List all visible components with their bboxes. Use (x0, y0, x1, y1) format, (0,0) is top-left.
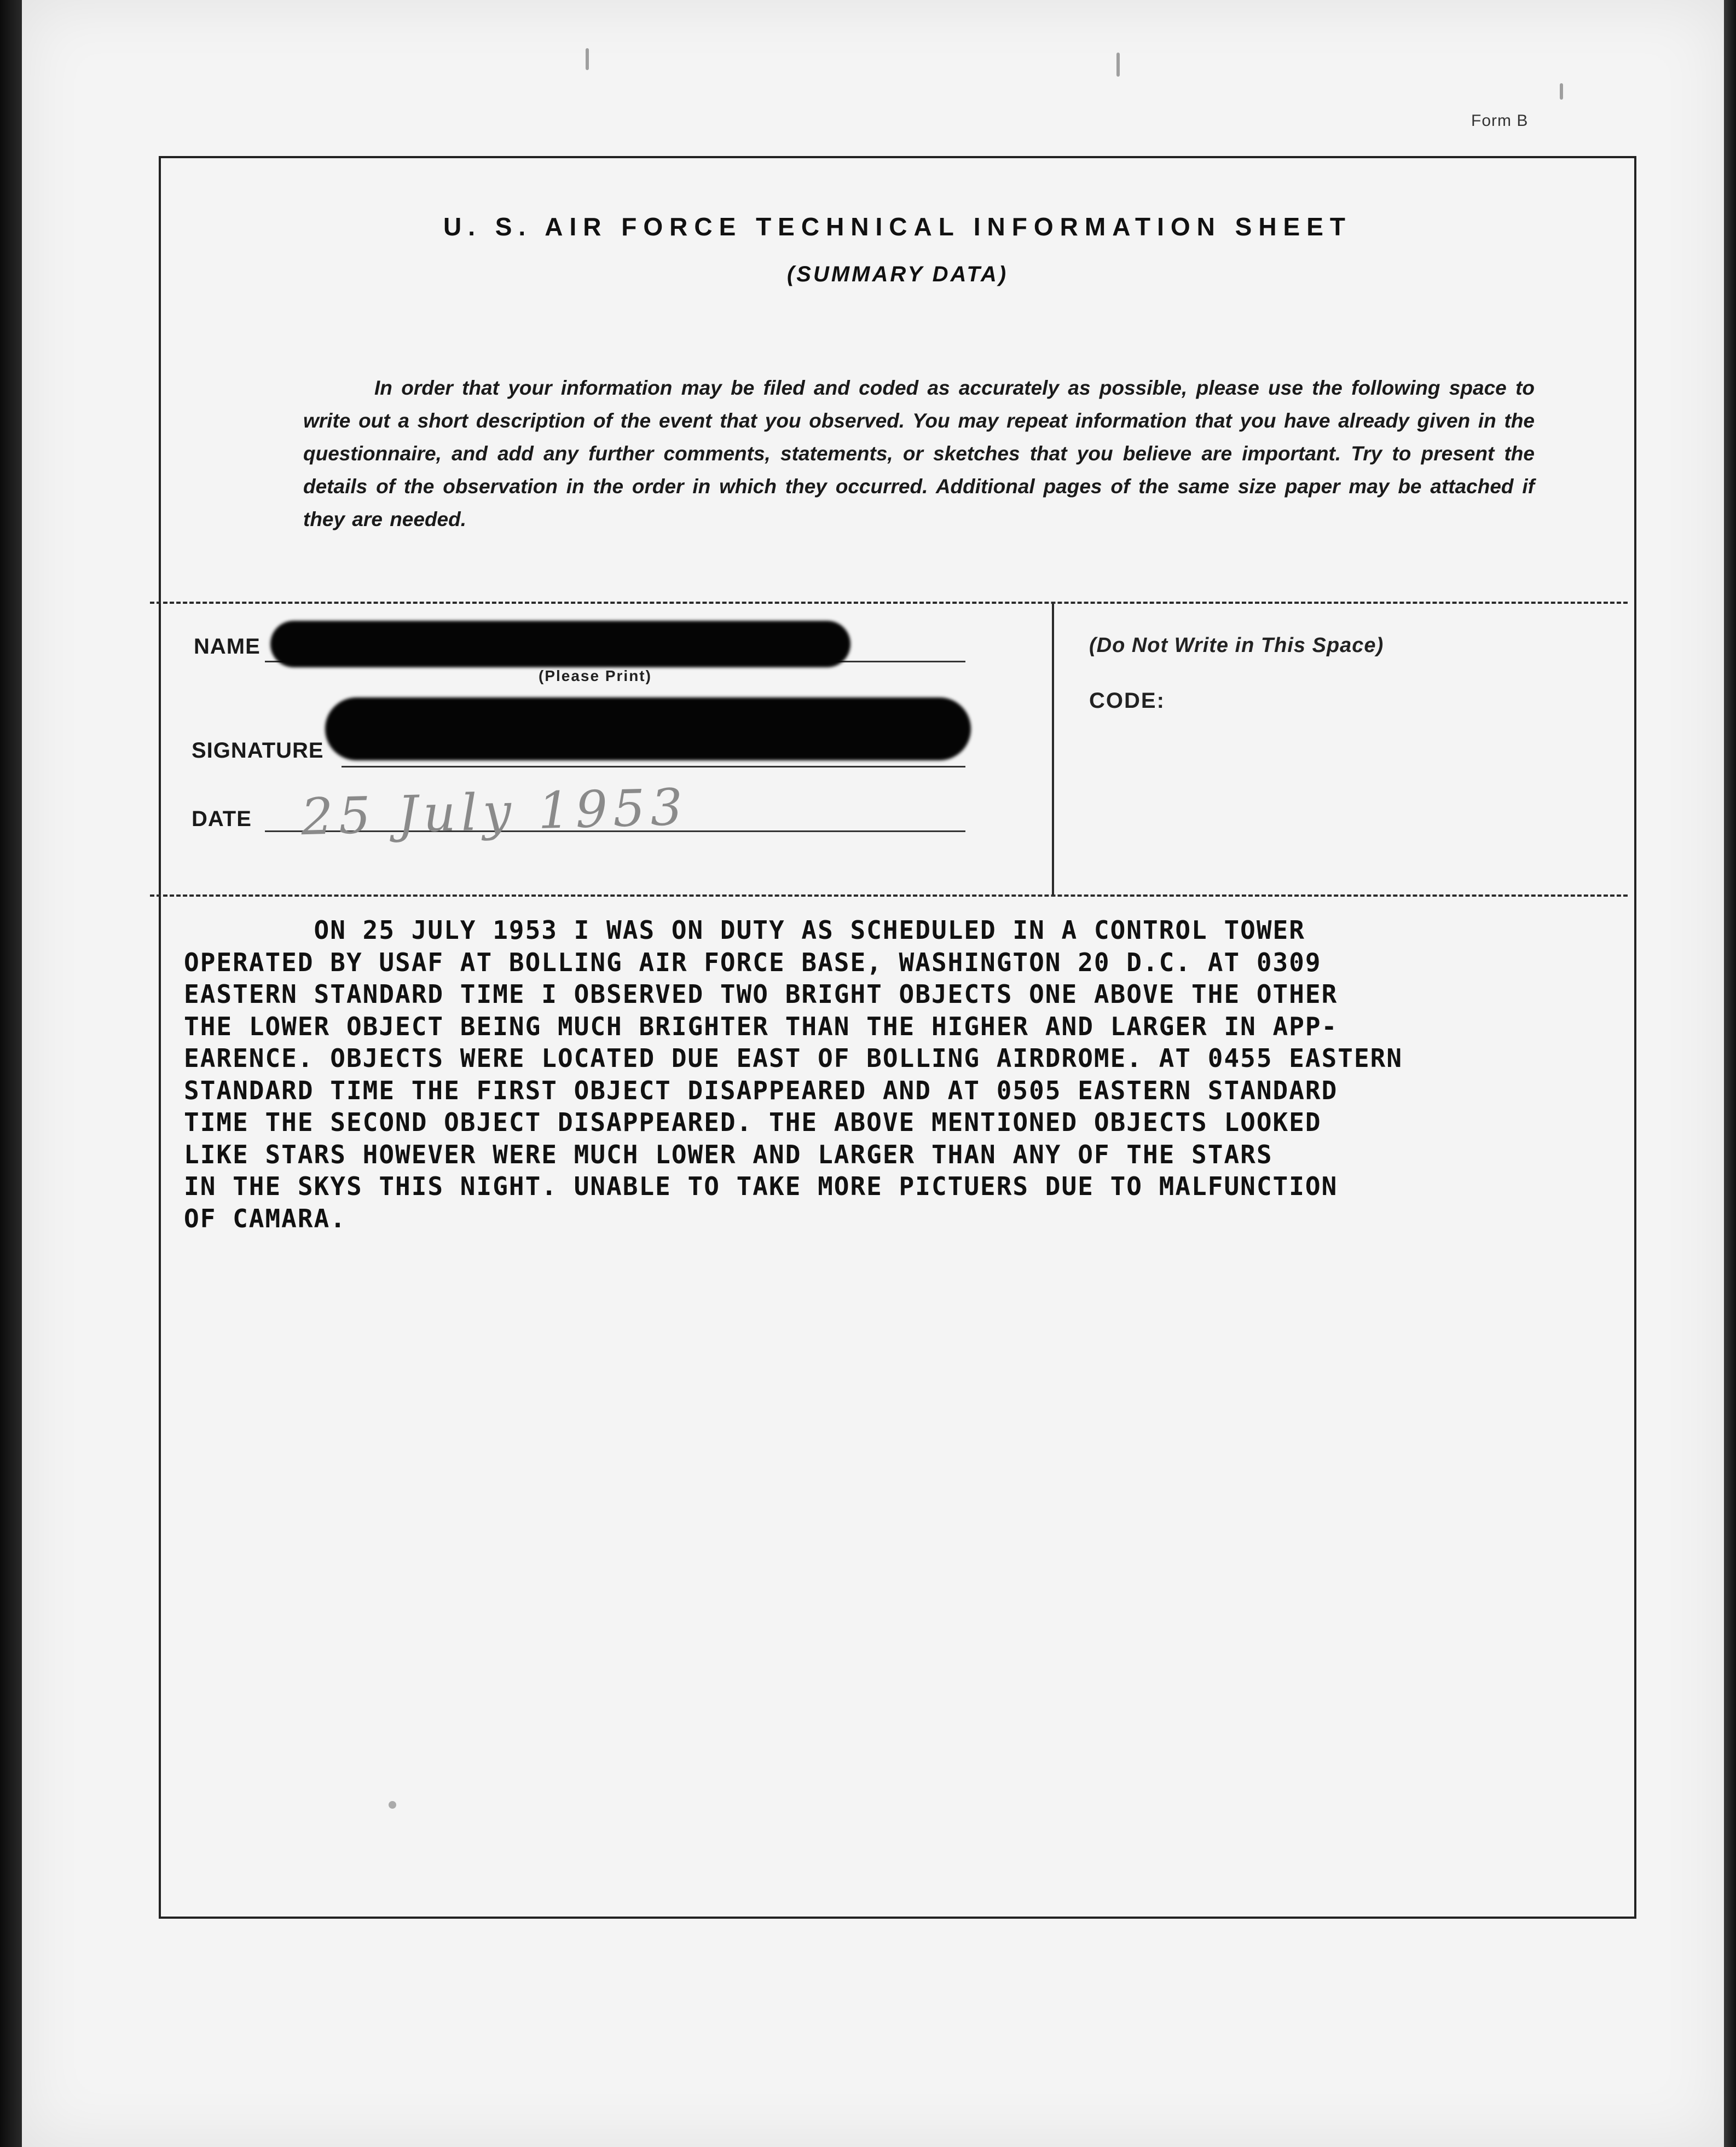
narrative-line: EASTERN STANDARD TIME I OBSERVED TWO BRIGHT OBJECTS ONE ABOVE THE OTHER (184, 979, 1338, 1009)
form-number: Form B (1471, 112, 1529, 130)
code-label: CODE: (1089, 689, 1165, 713)
signature-label: SIGNATURE (192, 738, 324, 763)
name-hint: (Please Print) (539, 667, 652, 684)
narrative-line: OPERATED BY USAF AT BOLLING AIR FORCE BASE, WASHINGTON 20 D.C. AT 0309 (184, 947, 1322, 977)
document-page (22, 0, 1724, 2147)
name-redaction (270, 621, 850, 667)
office-use-note: (Do Not Write in This Space) (1089, 634, 1384, 657)
film-speck (586, 48, 589, 70)
observation-narrative (184, 914, 1662, 1234)
narrative-line: OF CAMARA. (184, 1203, 346, 1233)
film-edge-left (0, 0, 22, 2147)
form-title: U. S. AIR FORCE TECHNICAL INFORMATION SHEET (443, 212, 1352, 241)
date-label: DATE (192, 807, 252, 831)
narrative-line: LIKE STARS HOWEVER WERE MUCH LOWER AND LARGER THAN ANY OF THE STARS (184, 1139, 1273, 1169)
narrative-line: ON 25 JULY 1953 I WAS ON DUTY AS SCHEDULED IN A CONTROL TOWER (184, 915, 1305, 945)
signature-line (342, 766, 965, 767)
narrative-line: IN THE SKYS THIS NIGHT. UNABLE TO TAKE MORE PICTUERS DUE TO MALFUNCTION (184, 1171, 1338, 1201)
film-speck (1116, 53, 1120, 77)
signature-redaction (325, 697, 971, 760)
name-label: NAME (194, 634, 261, 659)
section-divider-bottom (150, 894, 1628, 897)
section-divider-vertical (1052, 602, 1054, 894)
date-value: 25 July 1953 (300, 777, 689, 847)
narrative-line: THE LOWER OBJECT BEING MUCH BRIGHTER THAN THE HIGHER AND LARGER IN APP- (184, 1011, 1338, 1041)
form-subtitle: (SUMMARY DATA) (786, 262, 1009, 286)
narrative-line: TIME THE SECOND OBJECT DISAPPEARED. THE ABOVE MENTIONED OBJECTS LOOKED (184, 1107, 1322, 1137)
section-divider-top (150, 602, 1628, 604)
film-speck (1560, 83, 1563, 100)
form-instructions: In order that your information may be filed and coded as accurately as possible, please use the following space to write out a short description of the event that you observed. You may repeat information that you have already given in the questionnaire, and add any further comments, statements, or sketches that you believe are important. Try to present the details of the observation in the order in which they occurred. Additional pages of the same size paper may be attached if they are needed. (303, 377, 1535, 530)
film-edge-right (1724, 0, 1736, 2147)
narrative-line: STANDARD TIME THE FIRST OBJECT DISAPPEARED AND AT 0505 EASTERN STANDARD (184, 1075, 1338, 1105)
narrative-line: EARENCE. OBJECTS WERE LOCATED DUE EAST OF BOLLING AIRDROME. AT 0455 EASTERN (184, 1043, 1403, 1073)
